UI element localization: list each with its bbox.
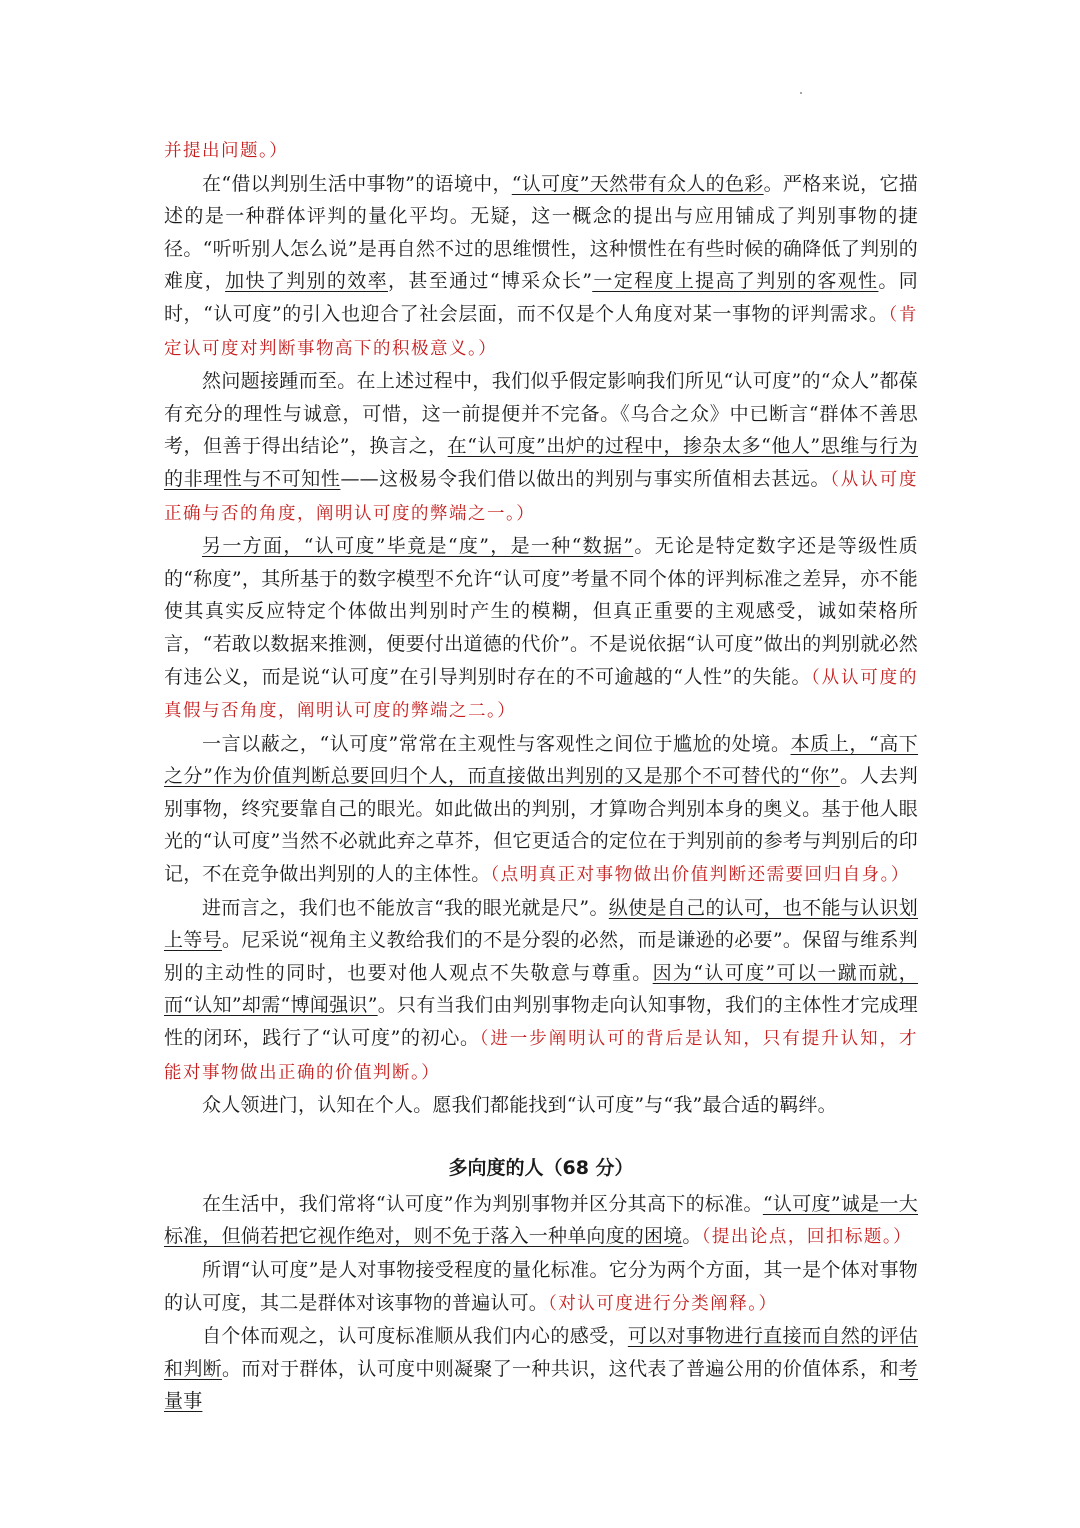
body-text: 进而言之，我们也不能放言“我的眼光就是尺”。 [202, 896, 609, 919]
body-text: 所谓“认可度”是人对事物接受程度的量化标准。它分为两个方面，其一是个体对事物的认可度，其二是群体对该事物的普遍认可。 [164, 1259, 918, 1314]
body-text: 。人去判别事物，终究要靠自己的眼光。如此做出的判别，才算吻合判别本身的奥义。基于他人眼光的“认可度”当然不必就此弃之草芥，但它更适合的定位在于判别前的参考与判别后的印记，不在竞争做出判别的人的主体性。 [164, 765, 919, 886]
body-text: 。 [682, 1225, 702, 1248]
essay1-paragraph-0 [164, 134, 918, 168]
body-text: 一言以蔽之，“认可度”常常在主观性与客观性之间位于尴尬的处境。 [202, 732, 791, 755]
essay1-paragraph-1 [164, 168, 918, 366]
body-text: ——这极易令我们借以做出的判别与事实所值相去甚远。 [340, 467, 831, 490]
body-text: ，甚至通过“博采众长” [387, 270, 593, 293]
essay1-paragraph-4 [164, 728, 918, 892]
annotation-note: （从认可度正确与否的角度，阐明认可度的弊端之一。） [164, 469, 918, 524]
underlined-text: 在“认可度”出炉的过程中，掺杂太多“他人”思维与行为的非理性与不可知性 [164, 435, 918, 490]
body-text: 。同时，“认可度”的引入也迎合了社会层面，而不仅是个人角度对某一事物的评判需求。 [164, 270, 918, 325]
body-text: 自个体而观之，认可度标准顺从我们内心的感受， [202, 1325, 628, 1348]
essay1-paragraph-2 [164, 365, 918, 530]
annotation-note: （进一步阐明认可的背后是认知，只有提升认知，才能对事物做出正确的价值判断。） [164, 1029, 918, 1083]
annotation-note: （点明真正对事物做出价值判断还需要回归自身。） [490, 865, 910, 886]
body-text: 。而对于群体，认可度中则凝聚了一种共识，这代表了普遍公用的价值体系，和 [222, 1357, 899, 1380]
essay1-paragraph-3 [164, 530, 918, 728]
underlined-text: 一定程度上提高了判别的客观性 [592, 270, 879, 293]
essay2-paragraph-1 [164, 1188, 918, 1254]
body-text: 。只有当我们由判别事物走向认知事物，我们的主体性才完成理性的闭环，践行了“认可度”的初心。 [164, 994, 918, 1050]
underlined-text: 考量事 [164, 1357, 918, 1413]
annotation-note: （对认可度进行分类阐释。） [548, 1293, 778, 1314]
underlined-text: “认可度”诚是一大标准，但倘若把它视作绝对，则不免于落入一种单向度的困境 [164, 1192, 918, 1248]
body-text: 然问题接踵而至。在上述过程中，我们似乎假定影响我们所见“认可度”的“众人”都葆有充分的理性与诚意，可惜，这一前提便并不完备。《乌合之众》中已断言“群体不善思考，但善于得出结论”，换言之， [164, 370, 918, 458]
essay2-paragraph-3 [164, 1320, 918, 1418]
body-text: 众人领进门，认知在个人。愿我们都能找到“认可度”与“我”最合适的羁绊。 [202, 1094, 837, 1117]
document-page [164, 134, 918, 1418]
underlined-text: 因为“认可度”可以一蹴而就，而“认知”却需“博闻强识” [164, 961, 918, 1017]
annotation-note: （从认可度的真假与否角度，阐明认可度的弊端之二。） [164, 667, 919, 722]
essay1-paragraph-5 [164, 892, 918, 1090]
body-text: 。尼采说“视角主义教给我们的不是分裂的必然，而是谦逊的必要”。保留与维系判别的主动性的同时，也要对他人观点不失敬意与尊重。 [164, 929, 918, 984]
annotation-note: （肯定认可度对判断事物高下的积极意义。） [164, 304, 919, 359]
essay2-paragraph-2 [164, 1254, 918, 1320]
body-text: 。无论是特定数字还是等级性质的“称度”，其所基于的数字模型不允许“认可度”考量不同个体的评判标准之差异，亦不能使其真实反应特定个体做出判别时产生的模糊，但真正重要的主观感受，诚如荣格所言，“若敢以数据来推测，便要付出道德的代价”。不是说依据“认可度”做出的判别就必然有违公义，而是说“认可度”在引导判别时存在的不可逾越的“人性”的失能。 [164, 535, 918, 688]
underlined-text: “认可度”天然带有众人的色彩 [511, 172, 764, 195]
underlined-text: 加快了判别的效率 [225, 270, 388, 293]
page-speck [800, 92, 802, 94]
essay1-paragraph-6 [164, 1089, 918, 1122]
underlined-text: 本质上，“高下之分”作为价值判断总要回归个人，而直接做出判别的又是那个不可替代的“你” [164, 732, 918, 788]
underlined-text: 可以对事物进行直接而自然的评估和判断 [164, 1325, 918, 1380]
body-text: 在“借以判别生活中事物”的语境中， [202, 172, 512, 195]
essay2-title: 多向度的人（68 分） [448, 1156, 634, 1179]
underlined-text: 纵使是自己的认可，也不能与认识划上等号 [164, 896, 919, 952]
body-text: 在生活中，我们常将“认可度”作为判别事物并区分其高下的标准。 [202, 1192, 763, 1215]
annotation-note: （提出论点，回扣标题。） [701, 1227, 913, 1248]
underlined-text: 另一方面，“认可度”毕竟是“度”，是一种“数据” [202, 535, 634, 558]
body-text: 。严格来说，它描述的是一种群体评判的量化平均。无疑，这一概念的提出与应用铺成了判别事物的捷径。“听听别人怎么说”是再自然不过的思维惯性，这种惯性在有些时候的确降低了判别的难度， [164, 172, 918, 293]
annotation-note: 并提出问题。） [164, 141, 289, 161]
